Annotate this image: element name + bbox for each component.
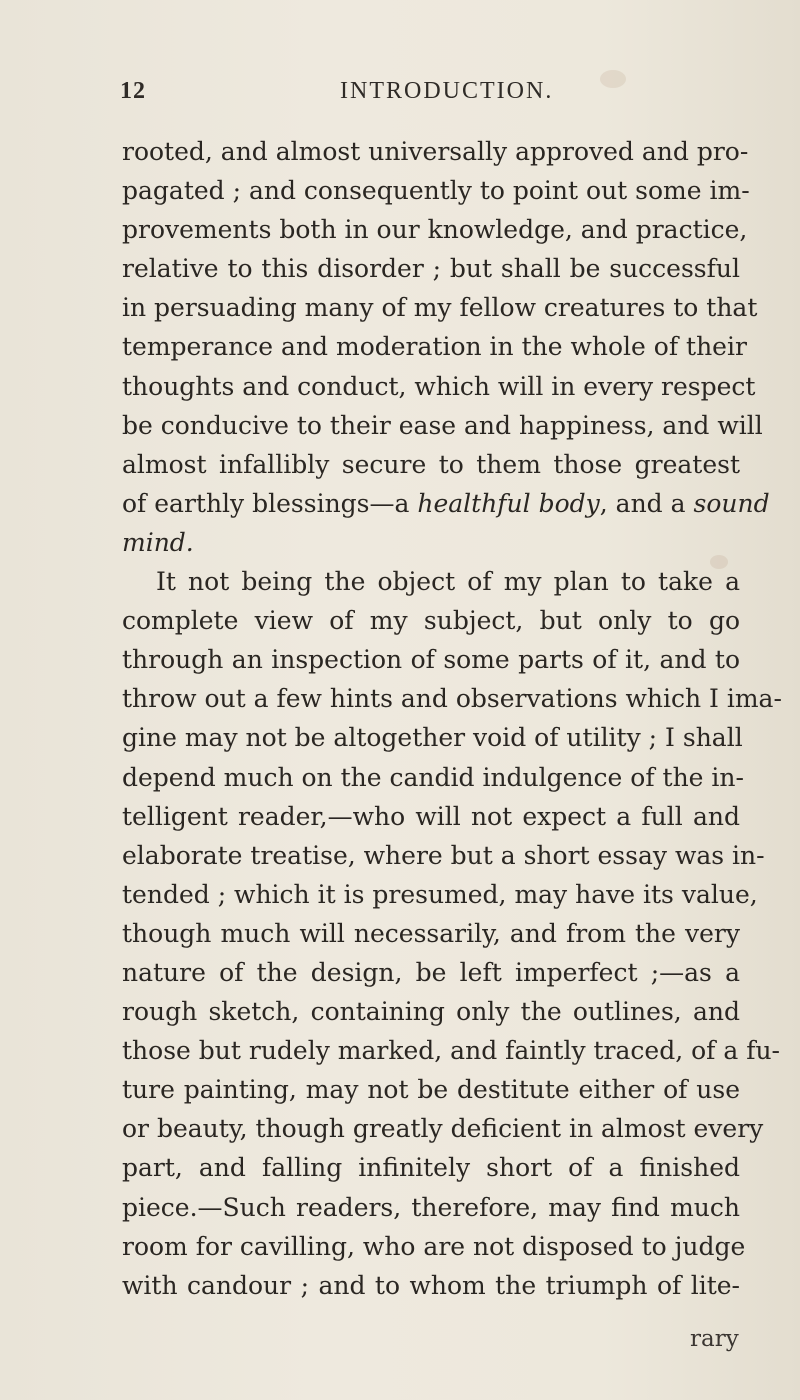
text-line: complete view of my subject, but only to go [122,606,740,636]
text-line: rough sketch, containing only the outlines, and [122,997,740,1027]
italic-word: sound [693,488,770,518]
body-text [122,132,782,1305]
page-number: 12 [120,78,146,104]
text-line: depend much on the candid indulgence of the in- [122,762,744,792]
text-line: part, and falling infinitely short of a finished [122,1153,740,1183]
text-line: be conducive to their ease and happiness, and will [122,410,763,440]
text-line: room for cavilling, who are not disposed to judge [122,1231,746,1261]
text-line: pagated ; and consequently to point out some im- [122,176,750,206]
text-line: relative to this disorder ; but shall be successful [122,254,740,284]
text-line: telligent reader,—who will not expect a full and [122,801,740,831]
text-line: rooted, and almost universally approved and pro- [122,137,749,166]
text-line: those but rudely marked, and faintly traced, of a fu- [122,1036,781,1066]
text-line: temperance and moderation in the whole of their [122,332,747,362]
text-line: with candour ; and to whom the triumph of lite- [122,1270,740,1300]
text-line: nature of the design, be left imperfect ;—as a [122,957,740,987]
text-line: in persuading many of my fellow creatures to that [122,293,758,323]
text-line-italic: mind. [122,527,194,557]
text-line: elaborate treatise, where but a short essay was in- [122,840,765,870]
text-line: ture painting, may not be destitute either of use [122,1075,740,1105]
text-line: through an inspection of some parts of it, and to [122,645,740,675]
text-line: provements both in our knowledge, and practice, [122,215,748,245]
text-line: or beauty, though greatly deficient in almost every [122,1114,764,1144]
text-line: almost infallibly secure to them those greatest [122,449,740,479]
text-line: piece.—Such readers, therefore, may find much [122,1192,740,1222]
paragraph-start-line: It not being the object of my plan to take a [156,567,740,597]
page-header [120,78,740,118]
text-fragment: , and a [599,488,694,518]
text-line: thoughts and conduct, which will in every respect [122,371,756,401]
text-line-with-italics [122,484,770,523]
catchword: rary [690,1326,739,1352]
running-head: INTRODUCTION. [340,78,554,104]
text-fragment: of earthly blessings—a [122,488,418,518]
text-line: tended ; which it is presumed, may have its value, [122,879,758,909]
text-line: though much will necessarily, and from the very [122,918,740,948]
text-line: gine may not be altogether void of utility ; I shall [122,723,743,753]
italic-phrase: healthful body [417,488,600,518]
text-line: throw out a few hints and observations which I ima- [122,684,782,714]
